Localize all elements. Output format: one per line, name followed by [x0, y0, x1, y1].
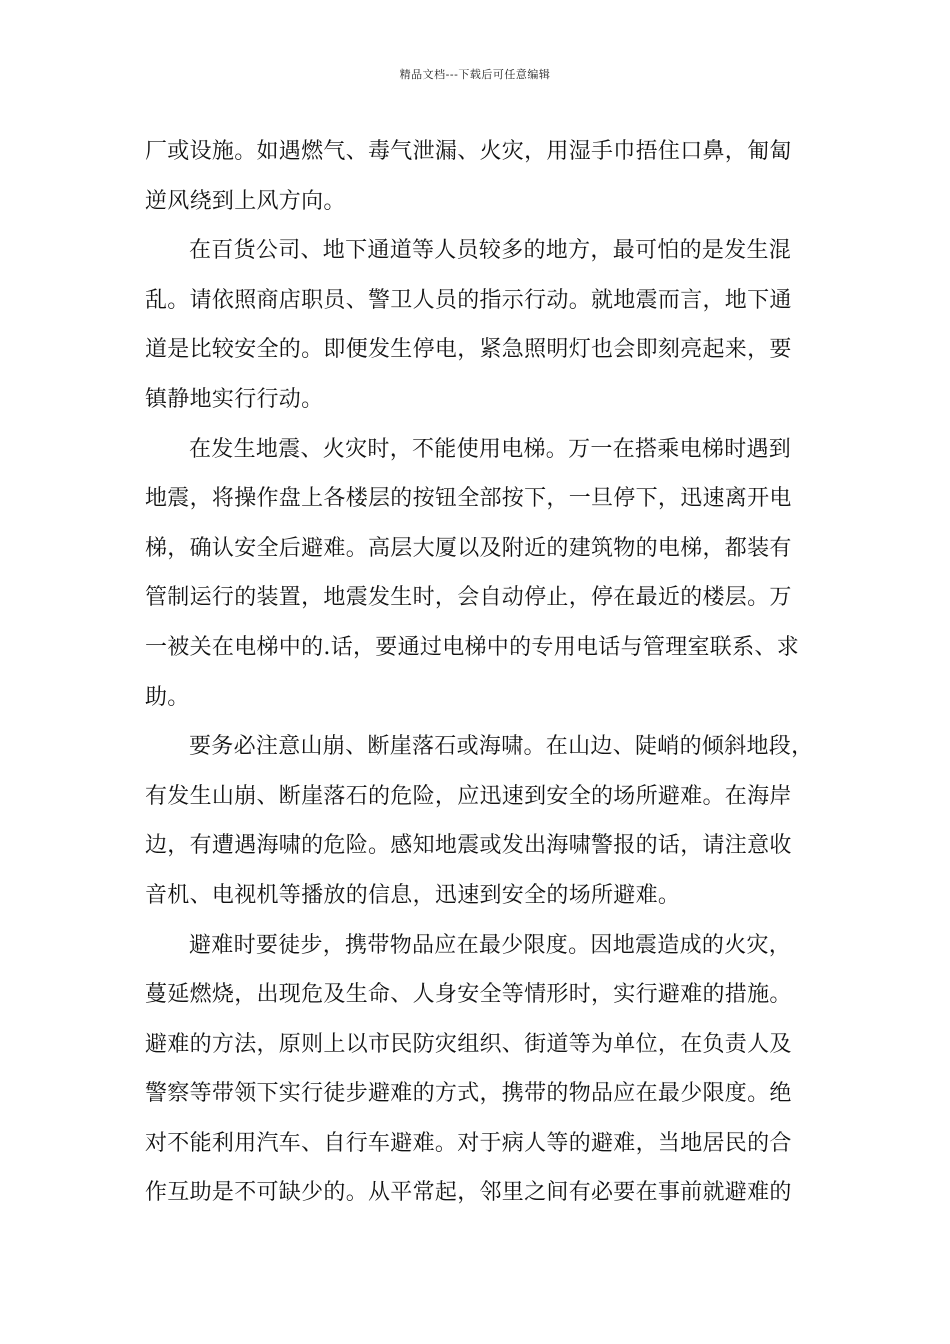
paragraph-line: 音机、电视机等播放的信息，迅速到安全的场所避难。 [145, 882, 681, 908]
paragraph-line: 乱。请依照商店职员、警卫人员的指示行动。就地震而言，地下通 [145, 287, 792, 313]
paragraph-line: 边，有遭遇海啸的危险。感知地震或发出海啸警报的话，请注意收 [145, 833, 792, 859]
paragraph-line: 镇静地实行行动。 [145, 386, 324, 412]
paragraph-line: 助。 [145, 684, 190, 710]
paragraph-line: 一被关在电梯中的.话，要通过电梯中的专用电话与管理室联系、求 [145, 634, 799, 660]
paragraph-line: 道是比较安全的。即便发生停电，紧急照明灯也会即刻亮起来，要 [145, 337, 792, 363]
paragraph-line: 厂或设施。如遇燃气、毒气泄漏、火灾，用湿手巾捂住口鼻，匍匐 [145, 139, 792, 164]
page-header: 精品文档---下载后可任意编辑 [399, 68, 551, 81]
paragraph-line: 要务必注意山崩、断崖落石或海啸。在山边、陡峭的倾斜地段， [189, 734, 814, 760]
paragraph-line: 避难的方法，原则上以市民防灾组织、街道等为单位，在负责人及 [145, 1031, 792, 1057]
paragraph-line: 逆风绕到上风方向。 [145, 188, 346, 214]
paragraph-line: 警察等带领下实行徒步避难的方式，携带的物品应在最少限度。绝 [145, 1081, 792, 1107]
paragraph-line: 梯，确认安全后避难。高层大厦以及附近的建筑物的电梯，都装有 [145, 535, 792, 561]
document-body [145, 127, 814, 1218]
paragraph-line: 作互助是不可缺少的。从平常起，邻里之间有必要在事前就避难的 [145, 1180, 792, 1206]
paragraph [145, 226, 810, 424]
paragraph-line: 管制运行的装置，地震发生时，会自动停止，停在最近的楼层。万 [145, 585, 792, 611]
paragraph-line: 在发生地震、火灾时，不能使用电梯。万一在搭乘电梯时遇到 [189, 436, 792, 462]
paragraph [145, 127, 810, 226]
paragraph [145, 921, 810, 1219]
paragraph-line: 对不能利用汽车、自行车避难。对于病人等的避难，当地居民的合 [145, 1130, 792, 1156]
paragraph [145, 425, 810, 723]
paragraph-line: 地震，将操作盘上各楼层的按钮全部按下，一旦停下，迅速离开电 [145, 486, 792, 512]
paragraph [145, 722, 814, 920]
paragraph-line: 在百货公司、地下通道等人员较多的地方，最可怕的是发生混 [189, 238, 792, 264]
paragraph-line: 有发生山崩、断崖落石的危险，应迅速到安全的场所避难。在海岸 [145, 783, 792, 809]
paragraph-line: 蔓延燃烧，出现危及生命、人身安全等情形时，实行避难的措施。 [145, 982, 792, 1008]
paragraph-line: 避难时要徒步，携带物品应在最少限度。因地震造成的火灾， [189, 932, 792, 958]
